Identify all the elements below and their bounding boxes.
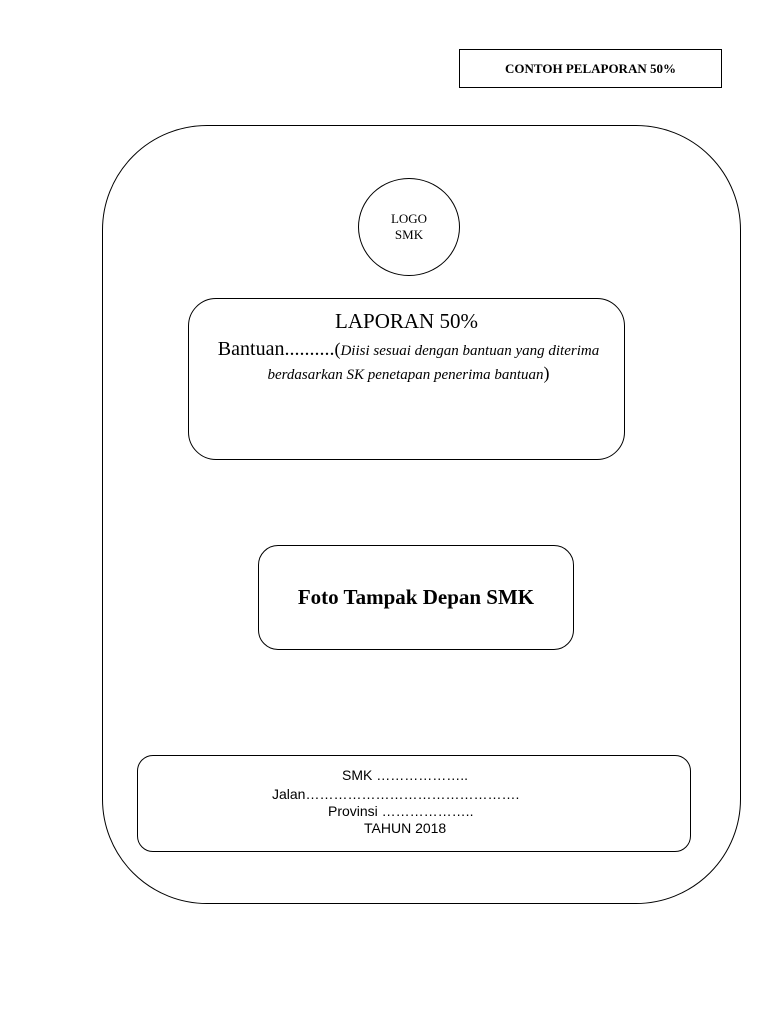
school-photo-placeholder bbox=[258, 545, 574, 650]
grant-note-text: Diisi sesuai dengan bantuan yang diterima berdasarkan SK penetapan penerima bantuan bbox=[267, 343, 600, 383]
province-line: Provinsi ……………….. bbox=[328, 803, 474, 819]
school-photo-label: Foto Tampak Depan SMK bbox=[297, 585, 535, 609]
school-logo-placeholder bbox=[358, 178, 460, 276]
sample-report-label bbox=[459, 49, 722, 88]
logo-text-line-1: LOGO bbox=[390, 211, 428, 226]
report-title-box bbox=[188, 298, 625, 460]
grant-close-paren: ) bbox=[543, 363, 550, 383]
school-address-box bbox=[137, 755, 691, 852]
grant-description bbox=[205, 338, 612, 386]
school-name-line: SMK ……………….. bbox=[342, 767, 469, 783]
grant-open-paren: ( bbox=[334, 339, 341, 359]
report-title: LAPORAN 50% bbox=[335, 309, 478, 333]
year-line: TAHUN 2018 bbox=[364, 820, 447, 836]
grant-lead-text: Bantuan.......... bbox=[217, 338, 335, 360]
sample-report-label-text: CONTOH PELAPORAN 50% bbox=[505, 60, 676, 76]
logo-text-line-2: SMK bbox=[394, 227, 424, 242]
street-line: Jalan………………………………………. bbox=[272, 786, 520, 802]
